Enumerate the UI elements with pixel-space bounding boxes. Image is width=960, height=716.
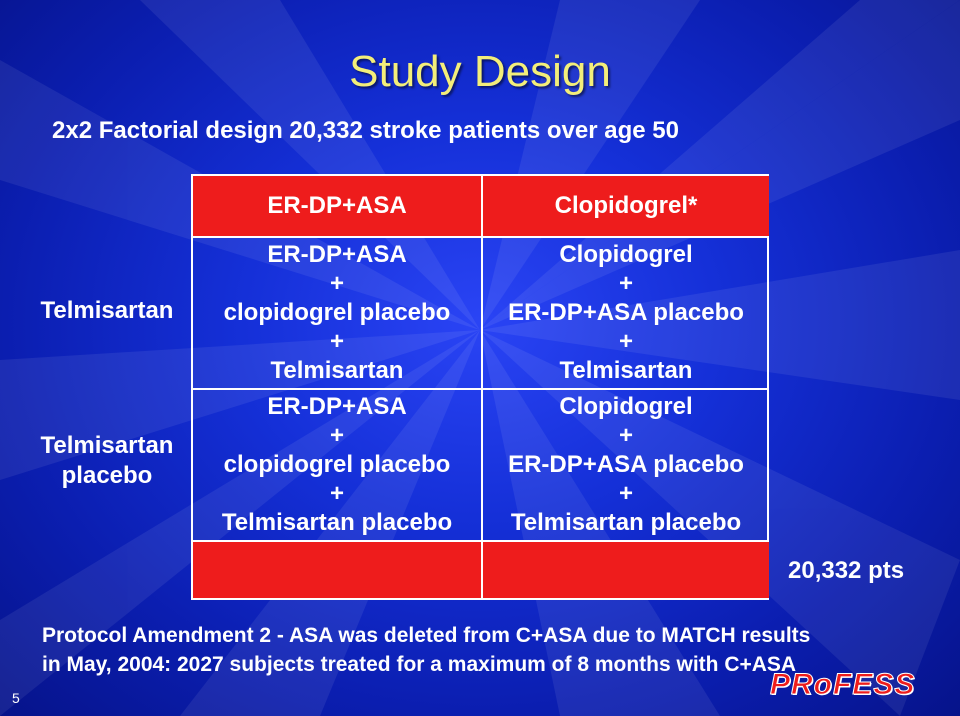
total-patients: 20,332 pts: [788, 557, 905, 584]
header-label: Clopidogrel*: [554, 192, 698, 219]
cell-line: +: [618, 328, 633, 355]
cell-line: ER-DP+ASA placebo: [508, 299, 744, 326]
grid-divider-middle: [193, 388, 767, 390]
slide-subtitle: 2x2 Factorial design 20,332 stroke patients over age 50: [52, 117, 679, 144]
cell-line: ER-DP+ASA: [267, 241, 407, 268]
cell-line: Telmisartan: [270, 357, 404, 384]
footer-red-cell-left: [193, 542, 481, 598]
cell-line: Telmisartan: [559, 357, 693, 384]
cell-line: Telmisartan placebo: [510, 509, 742, 536]
cell-line: ER-DP+ASA placebo: [508, 451, 744, 478]
cell-line: +: [329, 328, 344, 355]
profess-logo: PRoFESS: [770, 668, 916, 701]
grid-divider-bottom: [193, 540, 767, 542]
row-label-line: placebo: [61, 462, 153, 489]
cell-telmisartan-clopidogrel: [483, 238, 769, 386]
cell-line: +: [618, 422, 633, 449]
grid-divider-vertical: [481, 176, 483, 598]
cell-placebo-erdp: [193, 390, 481, 540]
row-label-line: Telmisartan: [40, 432, 174, 459]
row-label-line: Telmisartan: [40, 297, 174, 324]
cell-line: Clopidogrel: [559, 241, 693, 268]
header-erdp-asa: [193, 176, 481, 236]
cell-line: +: [618, 270, 633, 297]
header-label: ER-DP+ASA: [267, 192, 407, 219]
cell-line: clopidogrel placebo: [223, 299, 451, 326]
cell-telmisartan-erdp: [193, 238, 481, 386]
slide-number: 5: [12, 690, 20, 706]
cell-placebo-clopidogrel: [483, 390, 769, 540]
factorial-grid: [191, 174, 769, 600]
cell-line: +: [329, 422, 344, 449]
footer-red-cell-right: [483, 542, 769, 598]
footnote: [42, 621, 810, 679]
slide-title: Study Design: [349, 47, 611, 96]
cell-line: +: [329, 480, 344, 507]
cell-line: Telmisartan placebo: [221, 509, 453, 536]
cell-line: clopidogrel placebo: [223, 451, 451, 478]
grid-divider-header: [193, 236, 767, 238]
row-label-telmisartan-placebo: [16, 431, 198, 491]
row-label-telmisartan: [16, 296, 198, 326]
cell-line: +: [618, 480, 633, 507]
footnote-line: in May, 2004: 2027 subjects treated for a maximum of 8 months with C+ASA: [42, 653, 797, 676]
cell-line: +: [329, 270, 344, 297]
cell-line: ER-DP+ASA: [267, 393, 407, 420]
footnote-line: Protocol Amendment 2 - ASA was deleted from C+ASA due to MATCH results: [42, 624, 811, 647]
cell-line: Clopidogrel: [559, 393, 693, 420]
header-clopidogrel: [483, 176, 769, 236]
